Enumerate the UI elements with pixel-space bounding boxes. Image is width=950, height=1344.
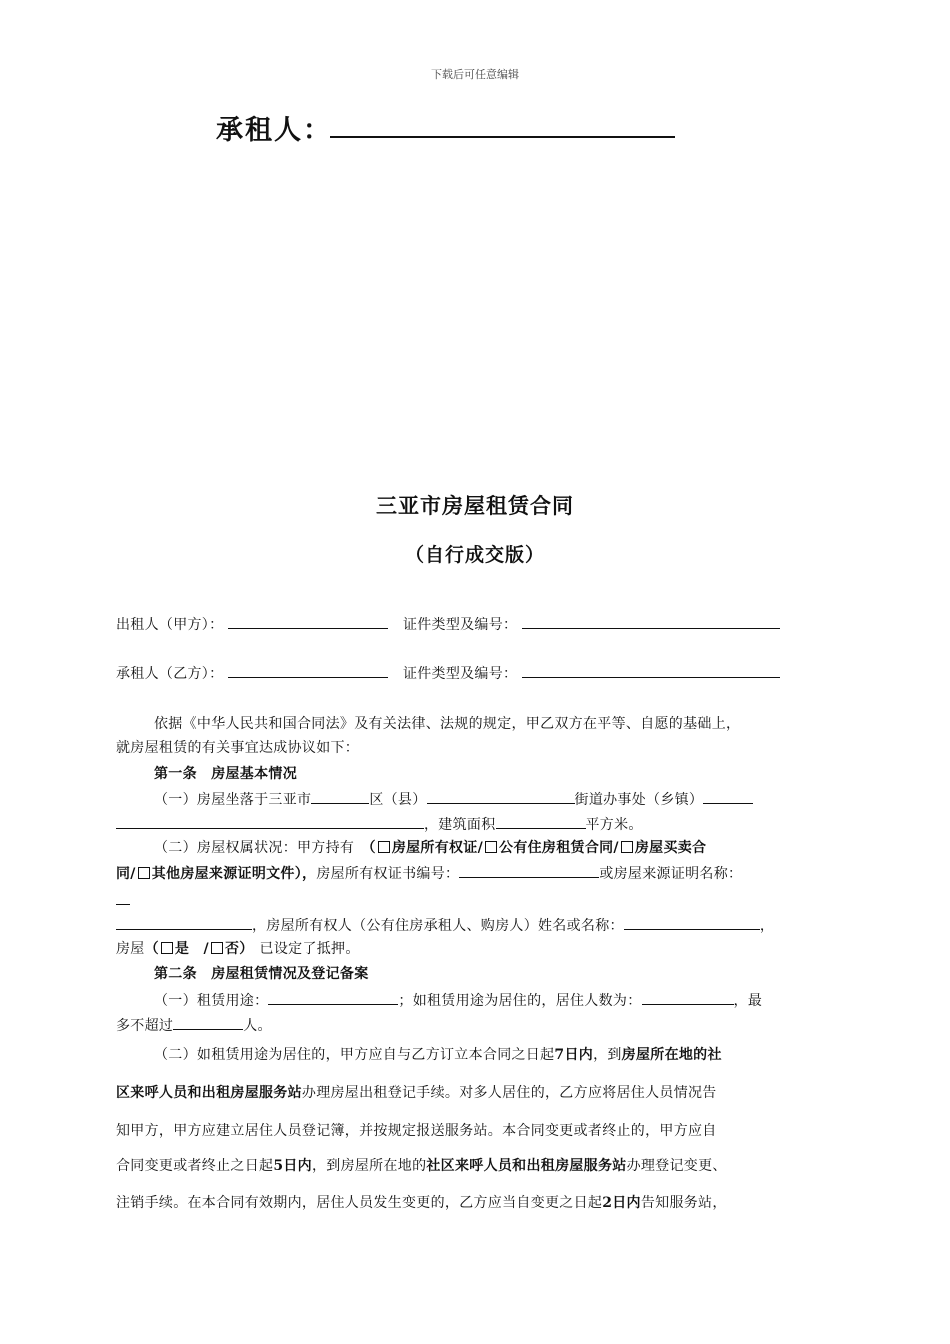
a2-p2-d: 房屋所在地的社 — [621, 1047, 722, 1063]
mortgage-no-checkbox[interactable] — [211, 942, 223, 954]
intro-line-1: 依据《中华人民共和国合同法》及有关法律、法规的规定，甲乙双方在平等、自愿的基础上， — [154, 716, 741, 732]
max-label: ，最 — [733, 993, 763, 1009]
article-2-p2-line2 — [116, 1083, 717, 1103]
a2-p2-j: ，到房屋所在地的 — [311, 1158, 427, 1174]
lessee-blank[interactable] — [228, 663, 388, 678]
a2-p2-o: 告知服务站， — [640, 1195, 727, 1211]
district-blank[interactable] — [311, 789, 369, 804]
a2-p2-k: 社区来呼人员和出租房屋服务站 — [426, 1158, 627, 1174]
lessor-id-blank[interactable] — [522, 614, 780, 629]
a2-p2-c: ，到 — [593, 1047, 622, 1063]
a2-p2-l: 办理登记变更、 — [626, 1158, 727, 1174]
article-2-p1-line2 — [116, 1015, 272, 1036]
owner-name-label: ，房屋所有权人（公有住房承租人、购房人）姓名或名称： — [252, 918, 624, 934]
a1-p1-text-e: 平方米。 — [585, 817, 643, 833]
a1-p2-text-a: （二）房屋权属状况：甲方持有 — [154, 840, 369, 856]
article-1-heading: 第一条 房屋基本情况 — [154, 766, 297, 782]
town-blank[interactable] — [703, 789, 753, 804]
residents-label: ；如租赁用途为居住的，居住人数为： — [398, 993, 642, 1009]
a2-p2-i: 5日内 — [273, 1158, 312, 1174]
a1-p1-text-b: 区（县） — [369, 792, 427, 808]
a1-p2-paren: （ — [368, 840, 376, 856]
lessor-label: 出租人（甲方）： — [116, 617, 224, 633]
mortgage-paren: （ — [144, 941, 159, 957]
article-2-p2-line5 — [116, 1193, 727, 1213]
article-1-p1-line1 — [154, 789, 753, 810]
a2-p2-m: 注销手续。在本合同有效期内，居住人员发生变更的，乙方应当自变更之日起 — [116, 1195, 603, 1211]
lessee-id-label: 证件类型及编号： — [402, 666, 518, 682]
mortgage-no-label: 否） — [224, 941, 254, 957]
max-label-cont: 多不超过 — [116, 1018, 174, 1034]
source-doc-label: 或房屋来源证明名称： — [599, 866, 743, 882]
article-1-p1-line2 — [116, 814, 643, 835]
contract-subtitle: （自行成交版） — [404, 544, 545, 566]
owner-name-blank[interactable] — [624, 915, 760, 930]
contract-title: 三亚市房屋租赁合同 — [376, 494, 574, 518]
public-lease-checkbox[interactable] — [485, 841, 497, 853]
header-note: 下载后可任意编辑 — [431, 68, 519, 81]
a2-p2-b: 7日内 — [554, 1047, 594, 1063]
street-office-blank[interactable] — [427, 789, 575, 804]
article-1-p2-line1 — [154, 838, 706, 858]
article-2-p2-line4 — [116, 1156, 727, 1176]
lessee-label: 承租人（乙方）： — [116, 666, 224, 682]
article-1-p2-line3 — [116, 915, 774, 936]
lessee-id-blank[interactable] — [522, 663, 780, 678]
comma: ， — [759, 918, 775, 934]
a1-p1-text-d: ，建筑面积 — [424, 817, 496, 833]
a2-p2-e: 区来呼人员和出租房屋服务站 — [116, 1085, 302, 1101]
mortgage-label: 房屋 — [116, 941, 145, 957]
article-2-p2-line3: 知甲方，甲方应建立居住人员登记簿，并按规定报送服务站。本合同变更或者终止的，甲方应自 — [116, 1123, 717, 1139]
ownership-cert-label: 房屋所有权证/ — [391, 840, 484, 856]
persons-unit: 人。 — [243, 1018, 272, 1034]
cover-lessee-blank[interactable] — [330, 136, 675, 138]
a1-p1-text-c: 街道办事处（乡镇） — [574, 792, 704, 808]
lessee-row — [116, 663, 780, 684]
use-label: （一）租赁用途： — [154, 993, 269, 1009]
lessor-row — [116, 614, 780, 635]
article-2-p2-line1 — [154, 1045, 722, 1065]
cert-no-label: 房屋所有权证书编号： — [316, 866, 460, 882]
use-blank[interactable] — [268, 990, 398, 1005]
a2-p2-f: 办理房屋出租登记手续。对多人居住的，乙方应将居住人员情况告 — [301, 1085, 717, 1101]
area-blank[interactable] — [496, 814, 586, 829]
article-2-p1-line1 — [154, 990, 762, 1011]
address-blank[interactable] — [116, 814, 424, 829]
source-doc-blank[interactable] — [116, 904, 130, 905]
lessor-blank[interactable] — [228, 614, 388, 629]
mortgage-text: 已设定了抵押。 — [259, 941, 360, 957]
mortgage-yes-checkbox[interactable] — [161, 942, 173, 954]
article-2-heading: 第二条 房屋租赁情况及登记备案 — [154, 966, 369, 982]
ownership-cert-checkbox[interactable] — [378, 841, 390, 853]
sale-contract-label: 房屋买卖合 — [634, 840, 707, 856]
other-docs-label: 其他房屋来源证明文件）， — [151, 866, 317, 882]
article-1-p2-line2 — [116, 863, 742, 884]
cover-lessee-label: 承租人： — [216, 115, 332, 146]
article-1-p2-line4 — [116, 939, 360, 959]
a2-p2-h: 合同变更或者终止之日起 — [116, 1158, 274, 1174]
a1-p1-text-a: （一）房屋坐落于三亚市 — [154, 792, 312, 808]
other-docs-checkbox[interactable] — [138, 867, 150, 879]
mortgage-yes-label: 是 / — [174, 941, 209, 957]
a2-p2-n: 2日内 — [602, 1195, 641, 1211]
lessor-id-label: 证件类型及编号： — [402, 617, 518, 633]
intro-line-2: 就房屋租赁的有关事宜达成协议如下： — [116, 740, 360, 756]
sale-contract-checkbox[interactable] — [621, 841, 633, 853]
sale-contract-label-cont: 同/ — [116, 866, 136, 882]
public-lease-label: 公有住房租赁合同/ — [499, 840, 619, 856]
max-residents-blank[interactable] — [173, 1015, 243, 1030]
cert-no-blank[interactable] — [459, 863, 599, 878]
source-doc-blank-cont[interactable] — [116, 915, 252, 930]
residents-blank[interactable] — [642, 990, 734, 1005]
a2-p2-a: （二）如租赁用途为居住的，甲方应自与乙方订立本合同之日起 — [154, 1047, 555, 1063]
